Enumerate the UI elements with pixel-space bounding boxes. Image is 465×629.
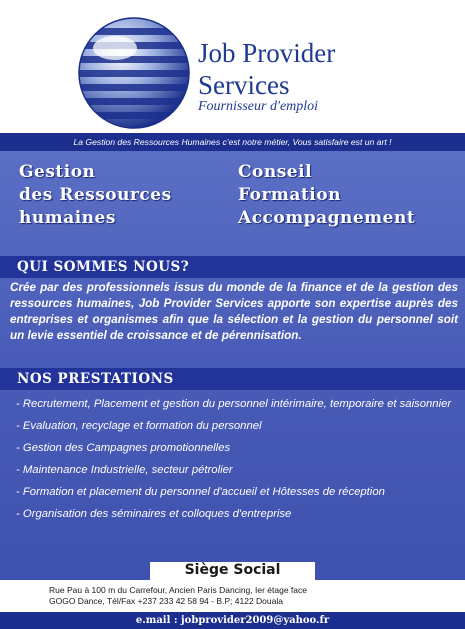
brand-name-line2: Services bbox=[198, 70, 290, 100]
service-title: humaines bbox=[19, 208, 116, 228]
list-item: - Formation et placement du personnel d'accueil et Hôtesses de réception bbox=[16, 486, 385, 498]
about-heading: QUI SOMMES NOUS? bbox=[0, 256, 465, 278]
address-line: GOGO Dance, Tél/Fax +237 233 42 58 94 - B.P; 4122 Douala bbox=[49, 596, 283, 606]
siege-heading: Siège Social bbox=[184, 562, 281, 578]
about-paragraph: Crée par des professionnels issus du monde de la finance et de la gestion des ressources humaines, Job Provider Services apporte son expertise auprès des entreprises et organismes afin que la sélection et la gestion du personnel soit un levie essentiel de croissance et de pérennisation. bbox=[10, 281, 458, 342]
list-item: - Evaluation, recyclage et formation du personnel bbox=[16, 420, 262, 432]
address-block bbox=[49, 585, 429, 607]
service-title: Conseil bbox=[238, 162, 313, 182]
email-contact: e.mail : jobprovider2009@yahoo.fr bbox=[0, 612, 465, 629]
prestations-heading: NOS PRESTATIONS bbox=[0, 368, 465, 390]
service-title: des Ressources bbox=[19, 185, 172, 205]
list-item: - Recrutement, Placement et gestion du personnel intérimaire, temporaire et saisonnier bbox=[16, 398, 452, 410]
list-item: - Maintenance Industrielle, secteur pétrolier bbox=[16, 464, 233, 476]
list-item: - Gestion des Campagnes promotionnelles bbox=[16, 442, 231, 454]
list-item: - Organisation des séminaires et colloques d'entreprise bbox=[16, 508, 292, 520]
service-title: Gestion bbox=[19, 162, 96, 182]
globe-logo-icon bbox=[75, 14, 193, 132]
header bbox=[0, 0, 465, 133]
brand-subtitle: Fournisseur d'emploi bbox=[198, 99, 319, 114]
services-left-column bbox=[19, 161, 172, 230]
tagline-bar: La Gestion des Ressources Humaines c'est notre métier, Vous satisfaire est un art ! bbox=[0, 133, 465, 151]
brand-name-line1: Job Provider bbox=[198, 38, 336, 68]
service-title: Accompagnement bbox=[238, 208, 416, 228]
services-right-column bbox=[238, 161, 415, 230]
service-title: Formation bbox=[238, 185, 341, 205]
prestations-list bbox=[16, 396, 456, 528]
address-line: Rue Pau à 100 m du Carrefour, Ancien Paris Dancing, Ier étage face bbox=[49, 585, 307, 595]
